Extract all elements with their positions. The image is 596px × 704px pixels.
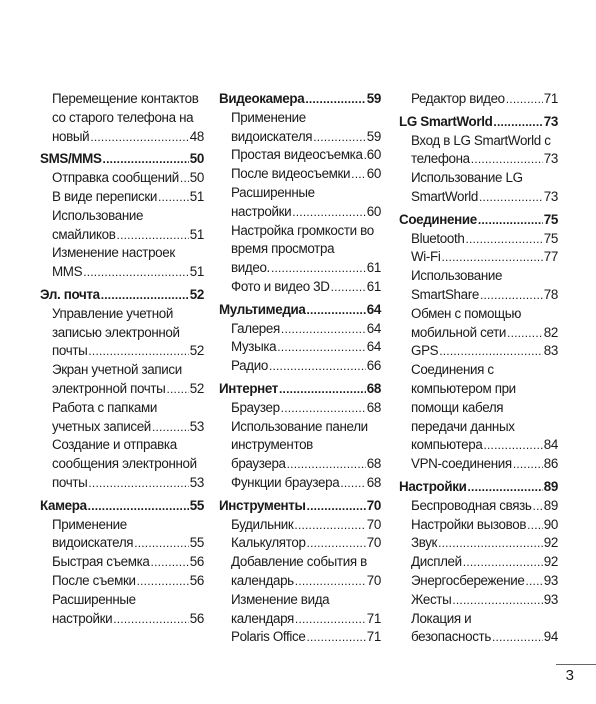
dot-leader bbox=[271, 259, 366, 278]
dot-leader bbox=[294, 516, 365, 535]
toc-entry-title: SMS/MMS bbox=[40, 151, 102, 167]
dot-leader bbox=[471, 150, 543, 169]
dot-leader bbox=[439, 342, 543, 361]
toc-entry-title: Звук bbox=[411, 535, 438, 551]
dot-leader bbox=[88, 342, 188, 361]
toc-entry-text-line bbox=[399, 267, 558, 286]
toc-entry-title: Инструменты bbox=[219, 497, 306, 513]
dot-leader bbox=[103, 150, 189, 169]
toc-entry[interactable] bbox=[219, 399, 381, 418]
toc-page-number: 71 bbox=[366, 610, 381, 626]
toc-entry-title: Галерея bbox=[231, 320, 280, 336]
toc-page-number: 56 bbox=[189, 610, 204, 626]
toc-entry[interactable] bbox=[40, 534, 204, 553]
dot-leader bbox=[90, 128, 188, 147]
toc-entry[interactable] bbox=[399, 342, 558, 361]
toc-entry[interactable] bbox=[219, 259, 381, 278]
toc-entry-title: Простая видеосъемка bbox=[231, 147, 363, 163]
toc-entry-title: Обмен с помощью bbox=[411, 305, 522, 321]
dot-leader bbox=[527, 516, 543, 535]
toc-section-heading[interactable] bbox=[219, 497, 381, 516]
toc-entry-text-line bbox=[399, 169, 558, 188]
toc-page-number: 71 bbox=[366, 629, 381, 645]
toc-entry-text-line bbox=[40, 361, 204, 380]
toc-entry-title: Применение bbox=[52, 516, 127, 532]
dot-leader bbox=[158, 188, 189, 207]
toc-entry-text-line bbox=[399, 418, 558, 437]
toc-entry[interactable] bbox=[399, 534, 558, 553]
dot-leader bbox=[480, 286, 543, 305]
toc-page-number: 64 bbox=[366, 301, 381, 317]
toc-entry-text-line bbox=[40, 207, 204, 226]
toc-page-number: 50 bbox=[189, 151, 204, 167]
toc-entry[interactable] bbox=[219, 338, 381, 357]
toc-page-number: 68 bbox=[366, 474, 381, 490]
toc-entry[interactable] bbox=[40, 418, 204, 437]
dot-leader bbox=[151, 553, 189, 572]
dot-leader bbox=[483, 436, 542, 455]
toc-entry-title: компьютером при bbox=[411, 380, 516, 396]
toc-entry-title: SmartShare bbox=[411, 286, 479, 302]
toc-page-number: 64 bbox=[366, 320, 381, 336]
toc-entry[interactable] bbox=[40, 572, 204, 591]
toc-entry-title: Мультимедиа bbox=[219, 301, 306, 317]
toc-entry[interactable] bbox=[399, 497, 558, 516]
toc-page-number: 71 bbox=[543, 91, 558, 106]
toc-page-number: 73 bbox=[543, 188, 558, 204]
toc-entry[interactable] bbox=[399, 90, 558, 109]
toc-entry-text-line bbox=[399, 132, 558, 151]
toc-page-number: 50 bbox=[189, 170, 204, 186]
toc-entry-title: записью электронной bbox=[52, 324, 180, 340]
toc-entry-text-line bbox=[219, 222, 381, 241]
dot-leader bbox=[305, 90, 365, 109]
toc-entry-title: Wi-Fi bbox=[411, 249, 441, 265]
toc-entry-title: Функции браузера bbox=[231, 474, 340, 490]
toc-entry-text-line bbox=[40, 399, 204, 418]
toc-entry-text-line bbox=[40, 455, 204, 474]
toc-entry-text-line bbox=[40, 244, 204, 263]
toc-page-number: 61 bbox=[366, 260, 381, 276]
dot-leader bbox=[441, 248, 542, 267]
dot-leader bbox=[452, 591, 542, 610]
dot-leader bbox=[438, 534, 543, 553]
toc-section-heading[interactable] bbox=[219, 301, 381, 320]
toc-page-number: 89 bbox=[543, 497, 558, 513]
toc-entry-title: почты bbox=[52, 474, 88, 490]
toc-entry-title: учетных записей bbox=[52, 418, 151, 434]
toc-entry[interactable] bbox=[399, 230, 558, 249]
toc-entry-title: Жесты bbox=[411, 591, 452, 607]
toc-entry-text-line bbox=[219, 436, 381, 455]
toc-entry[interactable] bbox=[219, 278, 381, 297]
toc-entry[interactable] bbox=[40, 128, 204, 147]
toc-page-number: 93 bbox=[543, 572, 558, 588]
toc-entry-title: Создание и отправка bbox=[52, 437, 177, 453]
toc-entry[interactable] bbox=[40, 226, 204, 245]
toc-entry-title: календаря bbox=[231, 610, 294, 626]
toc-entry-title: видео. bbox=[231, 260, 270, 276]
toc-page-number: 68 bbox=[366, 399, 381, 415]
toc-entry[interactable] bbox=[219, 572, 381, 591]
toc-page-number: 70 bbox=[366, 516, 381, 532]
toc-page-number: 59 bbox=[366, 128, 381, 144]
toc-entry-title: В виде переписки bbox=[52, 188, 157, 204]
toc-entry-title: Применение bbox=[231, 109, 306, 125]
toc-page-number: 48 bbox=[189, 128, 204, 144]
toc-entry-title: Интернет bbox=[219, 380, 279, 396]
dot-leader bbox=[506, 90, 543, 109]
toc-entry-title: настройки bbox=[231, 203, 292, 219]
toc-entry-title: Использование bbox=[411, 268, 503, 284]
toc-entry[interactable] bbox=[219, 516, 381, 535]
toc-page-number: 55 bbox=[189, 497, 204, 513]
dot-leader bbox=[513, 455, 543, 474]
toc-page-number: 61 bbox=[366, 278, 381, 294]
toc-page-number: 92 bbox=[543, 554, 558, 570]
toc-entry-title: браузера bbox=[231, 456, 286, 472]
dot-leader bbox=[279, 380, 366, 399]
toc-section-heading[interactable] bbox=[40, 497, 204, 516]
toc-entry-text-line bbox=[40, 591, 204, 610]
dot-leader bbox=[269, 357, 366, 376]
toc-entry-title: Энергосбережение bbox=[411, 572, 525, 588]
toc-entry[interactable] bbox=[219, 146, 381, 165]
toc-page-number: 55 bbox=[189, 535, 204, 551]
toc-entry[interactable] bbox=[219, 474, 381, 493]
dot-leader bbox=[331, 278, 366, 297]
toc-entry[interactable] bbox=[40, 553, 204, 572]
toc-entry-title: SmartWorld bbox=[411, 188, 478, 204]
dot-leader bbox=[479, 188, 543, 207]
toc-entry-text-line bbox=[219, 240, 381, 259]
toc-entry-text-line bbox=[219, 418, 381, 437]
toc-entry-title: Дисплей bbox=[411, 554, 462, 570]
toc-entry[interactable] bbox=[40, 610, 204, 629]
toc-entry-text-line bbox=[40, 516, 204, 535]
toc-entry-title: Добавление события в bbox=[231, 554, 367, 570]
dot-leader bbox=[463, 553, 543, 572]
dot-leader bbox=[166, 380, 188, 399]
toc-entry[interactable] bbox=[40, 380, 204, 399]
toc-entry-title: Радио bbox=[231, 358, 268, 374]
toc-entry-title: Управление учетной bbox=[52, 305, 173, 321]
toc-entry-title: мобильной сети bbox=[411, 324, 507, 340]
toc-page-number: 86 bbox=[543, 456, 558, 472]
dot-leader bbox=[277, 338, 366, 357]
toc-entry-title: сообщения электронной bbox=[52, 456, 197, 472]
toc-page-number: 53 bbox=[189, 418, 204, 434]
toc-entry-title: Локация и bbox=[411, 610, 472, 626]
toc-entry-title: Калькулятор bbox=[231, 535, 306, 551]
toc-entry-title: Перемещение контактов bbox=[52, 91, 199, 106]
toc-entry-title: Использование LG bbox=[411, 170, 523, 186]
toc-entry[interactable] bbox=[219, 203, 381, 222]
toc-page-number: 56 bbox=[189, 572, 204, 588]
toc-entry-text-line bbox=[399, 610, 558, 629]
toc-entry-title: Видеокамера bbox=[219, 91, 305, 106]
toc-page-number: 75 bbox=[543, 230, 558, 246]
toc-column-3 bbox=[399, 90, 558, 647]
toc-section-heading[interactable] bbox=[399, 211, 558, 230]
toc-entry[interactable] bbox=[40, 188, 204, 207]
toc-entry-title: Редактор видео bbox=[411, 91, 505, 106]
toc-entry-text-line bbox=[399, 380, 558, 399]
toc-page-number: 51 bbox=[189, 264, 204, 280]
dot-leader bbox=[313, 128, 366, 147]
toc-entry-title: настройки bbox=[52, 610, 113, 626]
dot-leader bbox=[468, 478, 543, 497]
toc-entry[interactable] bbox=[40, 169, 204, 188]
dot-leader bbox=[493, 113, 542, 132]
toc-entry[interactable] bbox=[399, 150, 558, 169]
toc-page-number: 73 bbox=[543, 113, 558, 129]
dot-leader bbox=[180, 169, 189, 188]
toc-entry-title: Настройки вызовов bbox=[411, 516, 527, 532]
toc-page-number: 51 bbox=[189, 188, 204, 204]
toc-entry-text-line bbox=[40, 90, 204, 109]
toc-entry-title: новый bbox=[52, 128, 90, 144]
dot-leader bbox=[340, 474, 365, 493]
dot-leader bbox=[137, 572, 189, 591]
toc-entry-title: Экран учетной записи bbox=[52, 362, 182, 378]
toc-entry-title: VPN-соединения bbox=[411, 456, 512, 472]
toc-page-number: 51 bbox=[189, 226, 204, 242]
toc-page-number: 53 bbox=[189, 474, 204, 490]
toc-entry-title: помощи кабеля bbox=[411, 399, 504, 415]
dot-leader bbox=[364, 146, 366, 165]
toc-entry-text-line bbox=[219, 109, 381, 128]
dot-leader bbox=[152, 418, 189, 437]
dot-leader bbox=[117, 226, 189, 245]
toc-entry-title: Камера bbox=[40, 497, 87, 513]
toc-page-number: 68 bbox=[366, 456, 381, 472]
toc-page-number: 75 bbox=[543, 211, 558, 227]
toc-page-number: 60 bbox=[366, 166, 381, 182]
dot-leader bbox=[113, 610, 189, 629]
toc-entry-title: почты bbox=[52, 343, 88, 359]
page-corner-rule bbox=[556, 664, 596, 665]
toc-page-number: 52 bbox=[189, 380, 204, 396]
toc-page-number: 78 bbox=[543, 286, 558, 302]
dot-leader bbox=[101, 286, 189, 305]
toc-entry-text-line bbox=[399, 399, 558, 418]
dot-leader bbox=[525, 572, 542, 591]
dot-leader bbox=[307, 497, 366, 516]
toc-entry-title: Использование панели bbox=[231, 418, 368, 434]
toc-entry[interactable] bbox=[399, 516, 558, 535]
toc-entry-title: Отправка сообщений bbox=[52, 170, 179, 186]
toc-entry[interactable] bbox=[399, 248, 558, 267]
toc-page-number: 73 bbox=[543, 151, 558, 167]
dot-leader bbox=[465, 230, 542, 249]
toc-entry[interactable] bbox=[40, 474, 204, 493]
toc-column-1 bbox=[40, 90, 204, 628]
dot-leader bbox=[281, 320, 366, 339]
toc-page-number: 89 bbox=[543, 478, 558, 494]
toc-entry-title: Вход в LG SmartWorld с bbox=[411, 132, 551, 148]
dot-leader bbox=[134, 534, 189, 553]
toc-entry[interactable] bbox=[219, 534, 381, 553]
toc-entry-title: Браузер bbox=[231, 399, 280, 415]
toc-entry-text-line bbox=[40, 109, 204, 128]
toc-entry-title: видоискателя bbox=[231, 128, 313, 144]
toc-page-number: 66 bbox=[366, 358, 381, 374]
toc-page-number: 77 bbox=[543, 249, 558, 265]
toc-entry[interactable] bbox=[399, 188, 558, 207]
dot-leader bbox=[88, 497, 189, 516]
toc-entry-title: Музыка bbox=[231, 339, 277, 355]
dot-leader bbox=[351, 165, 366, 184]
toc-entry[interactable] bbox=[40, 342, 204, 361]
toc-entry[interactable] bbox=[399, 553, 558, 572]
toc-column-2 bbox=[219, 90, 381, 647]
toc-entry-title: Настройка громкости во bbox=[231, 222, 374, 238]
toc-entry-title: Расширенные bbox=[52, 591, 136, 607]
toc-page-number: 70 bbox=[366, 497, 381, 513]
toc-entry-title: MMS bbox=[52, 264, 83, 280]
toc-page-number: 56 bbox=[189, 554, 204, 570]
toc-entry-title: LG SmartWorld bbox=[399, 113, 493, 129]
dot-leader bbox=[287, 455, 366, 474]
toc-entry-title: со старого телефона на bbox=[52, 109, 194, 125]
toc-page-number: 70 bbox=[366, 572, 381, 588]
toc-entry-text-line bbox=[40, 324, 204, 343]
toc-page-number: 90 bbox=[543, 516, 558, 532]
dot-leader bbox=[281, 399, 366, 418]
toc-entry-title: календарь bbox=[231, 572, 294, 588]
toc-page-number: 68 bbox=[366, 380, 381, 396]
toc-entry-title: телефона bbox=[411, 151, 470, 167]
dot-leader bbox=[507, 324, 543, 343]
toc-page-number: 60 bbox=[366, 203, 381, 219]
toc-entry-title: Настройки bbox=[399, 478, 467, 494]
dot-leader bbox=[295, 610, 366, 629]
toc-entry-title: Bluetooth bbox=[411, 230, 465, 246]
toc-section-heading[interactable] bbox=[399, 113, 558, 132]
toc-entry-title: Polaris Office bbox=[231, 629, 306, 645]
toc-page-number: 93 bbox=[543, 591, 558, 607]
toc-entry-title: видоискателя bbox=[52, 535, 134, 551]
dot-leader bbox=[307, 534, 366, 553]
toc-entry-title: GPS bbox=[411, 343, 439, 359]
toc-entry-text-line bbox=[399, 305, 558, 324]
toc-entry-title: Изменение вида bbox=[231, 591, 330, 607]
toc-entry[interactable] bbox=[219, 628, 381, 647]
dot-leader bbox=[295, 572, 366, 591]
toc-entry-title: Работа с папками bbox=[52, 399, 157, 415]
toc-page-number: 82 bbox=[543, 324, 558, 340]
toc-entry-text-line bbox=[40, 436, 204, 455]
toc-page-number: 52 bbox=[189, 286, 204, 302]
toc-entry-title: Соединения с bbox=[411, 362, 494, 378]
toc-entry[interactable] bbox=[40, 263, 204, 282]
toc-page-number: 92 bbox=[543, 535, 558, 551]
toc-page-number: 59 bbox=[366, 91, 381, 106]
toc-page-number: 83 bbox=[543, 343, 558, 359]
toc-page-number: 70 bbox=[366, 535, 381, 551]
toc-entry-title: Эл. почта bbox=[40, 286, 100, 302]
toc-entry-title: Будильник bbox=[231, 516, 294, 532]
dot-leader bbox=[292, 203, 366, 222]
toc-entry-title: компьютера bbox=[411, 437, 483, 453]
toc-entry-title: Использование bbox=[52, 207, 144, 223]
toc-entry[interactable] bbox=[399, 628, 558, 647]
toc-entry[interactable] bbox=[399, 286, 558, 305]
toc-page-number: 64 bbox=[366, 339, 381, 355]
toc-page-number: 84 bbox=[543, 437, 558, 453]
toc-entry-title: Расширенные bbox=[231, 184, 315, 200]
toc-entry-text-line bbox=[40, 305, 204, 324]
toc-entry-text-line bbox=[219, 553, 381, 572]
dot-leader bbox=[83, 263, 189, 282]
toc-entry-title: Беспроводная связь bbox=[411, 497, 532, 513]
toc-page-number: 60 bbox=[366, 147, 381, 163]
toc-entry[interactable] bbox=[219, 455, 381, 474]
toc-entry-title: Быстрая съемка bbox=[52, 554, 150, 570]
dot-leader bbox=[306, 628, 365, 647]
toc-section-heading[interactable] bbox=[399, 478, 558, 497]
toc-entry-title: время просмотра bbox=[231, 241, 335, 257]
dot-leader bbox=[533, 497, 543, 516]
toc-entry-title: После видеосъемки bbox=[231, 166, 351, 182]
toc-entry-title: безопасность bbox=[411, 629, 491, 645]
toc-entry[interactable] bbox=[399, 324, 558, 343]
toc-entry-title: электронной почты bbox=[52, 380, 166, 396]
toc-entry-title: Соединение bbox=[399, 211, 477, 227]
toc-entry[interactable] bbox=[219, 165, 381, 184]
toc-entry[interactable] bbox=[219, 128, 381, 147]
toc-section-heading[interactable] bbox=[219, 90, 381, 109]
toc-entry-title: смайликов bbox=[52, 226, 116, 242]
toc-entry-title: Фото и видео 3D bbox=[231, 278, 330, 294]
toc-entry[interactable] bbox=[219, 357, 381, 376]
toc-entry[interactable] bbox=[219, 610, 381, 629]
toc-entry-text-line bbox=[399, 361, 558, 380]
toc-page-number: 52 bbox=[189, 343, 204, 359]
toc-entry-title: После съемки bbox=[52, 572, 136, 588]
toc-entry[interactable] bbox=[399, 572, 558, 591]
toc-section-heading[interactable] bbox=[40, 286, 204, 305]
toc-entry[interactable] bbox=[219, 320, 381, 339]
toc-page-number: 94 bbox=[543, 629, 558, 645]
toc-entry-title: передачи данных bbox=[411, 418, 515, 434]
toc-entry[interactable] bbox=[399, 455, 558, 474]
toc-entry[interactable] bbox=[399, 436, 558, 455]
page-number: 3 bbox=[565, 667, 574, 684]
toc-entry-text-line bbox=[219, 184, 381, 203]
dot-leader bbox=[306, 301, 365, 320]
dot-leader bbox=[88, 474, 188, 493]
toc-entry[interactable] bbox=[399, 591, 558, 610]
toc-entry-title: Изменение настроек bbox=[52, 245, 175, 261]
dot-leader bbox=[478, 211, 543, 230]
toc-section-heading[interactable] bbox=[40, 150, 204, 169]
dot-leader bbox=[492, 628, 543, 647]
toc-entry-title: инструментов bbox=[231, 437, 313, 453]
toc-section-heading[interactable] bbox=[219, 380, 381, 399]
toc-entry-text-line bbox=[219, 591, 381, 610]
